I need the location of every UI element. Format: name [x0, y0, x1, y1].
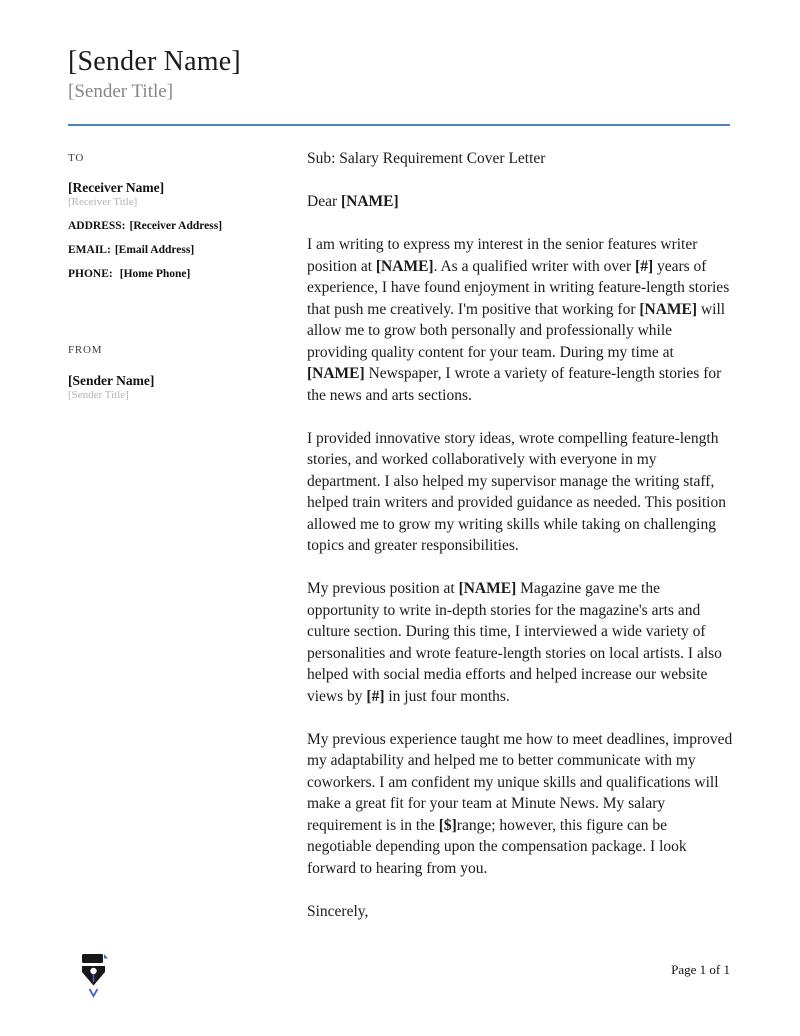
header-sender-title: [Sender Title]	[68, 81, 174, 102]
receiver-email-row	[68, 244, 298, 256]
header-sender-name: [Sender Name]	[68, 46, 241, 77]
letter-body	[307, 148, 733, 944]
email-label: EMAIL:	[68, 244, 111, 256]
to-section-label: TO	[68, 152, 85, 164]
greeting-line: Dear [NAME]	[307, 193, 399, 210]
receiver-phone-row	[68, 268, 298, 280]
closing-line: Sincerely,	[307, 902, 369, 920]
from-section-label: FROM	[68, 344, 103, 356]
header-divider-rule	[68, 124, 730, 126]
from-sender-title: [Sender Title]	[68, 389, 129, 401]
pen-nib-logo-icon	[79, 952, 109, 1000]
letter-paragraph: My previous experience taught me how to meet deadlines, improved my adaptability and helped me to better communicate with my coworkers. I am confident my unique skills and qualifications will make a great fit for your team at Minute News. My salary requirement is in the [$]range; however, this figure can be negotiable depending upon the compensation package. I look forward to hearing from you.	[307, 730, 733, 877]
email-value: [Email Address]	[114, 244, 195, 256]
receiver-name: [Receiver Name]	[68, 180, 165, 195]
letter-paragraph: I am writing to express my interest in the senior features writer position at [NAME]. As a qualified writer with over [#] years of experience, I have found enjoyment in writing feature-length stories that push me creatively. I'm positive that working for [NAME] will allow me to grow both personally and professionally while providing quality content for your team. During my time at [NAME] Newspaper, I wrote a variety of feature-length stories for the news and arts sections.	[307, 236, 730, 404]
phone-value: [Home Phone]	[119, 268, 191, 280]
phone-label: PHONE:	[68, 268, 113, 280]
receiver-title: [Receiver Title]	[68, 196, 138, 208]
receiver-address-row	[68, 220, 298, 232]
page-number-indicator: Page 1 of 1	[671, 962, 730, 977]
letter-paragraph: I provided innovative story ideas, wrote compelling feature-length stories, and worked collaboratively with everyone in my department. I also helped my supervisor manage the writing staff, helped train writers and provided guidance as needed. This position allowed me to grow my writing skills while taking on challenging topics and greater responsibilities.	[307, 429, 726, 554]
address-label: ADDRESS:	[68, 220, 126, 232]
address-value: [Receiver Address]	[129, 220, 223, 232]
letter-paragraphs	[307, 234, 733, 879]
subject-line: Sub: Salary Requirement Cover Letter	[307, 150, 546, 167]
from-sender-name: [Sender Name]	[68, 373, 155, 388]
letter-paragraph: My previous position at [NAME] Magazine gave me the opportunity to write in-depth stories for the magazine's arts and culture section. During this time, I interviewed a wide variety of personalities and wrote feature-length stories on local artists. I also helped with social media efforts and helped increase our website views by [#] in just four months.	[307, 580, 722, 705]
